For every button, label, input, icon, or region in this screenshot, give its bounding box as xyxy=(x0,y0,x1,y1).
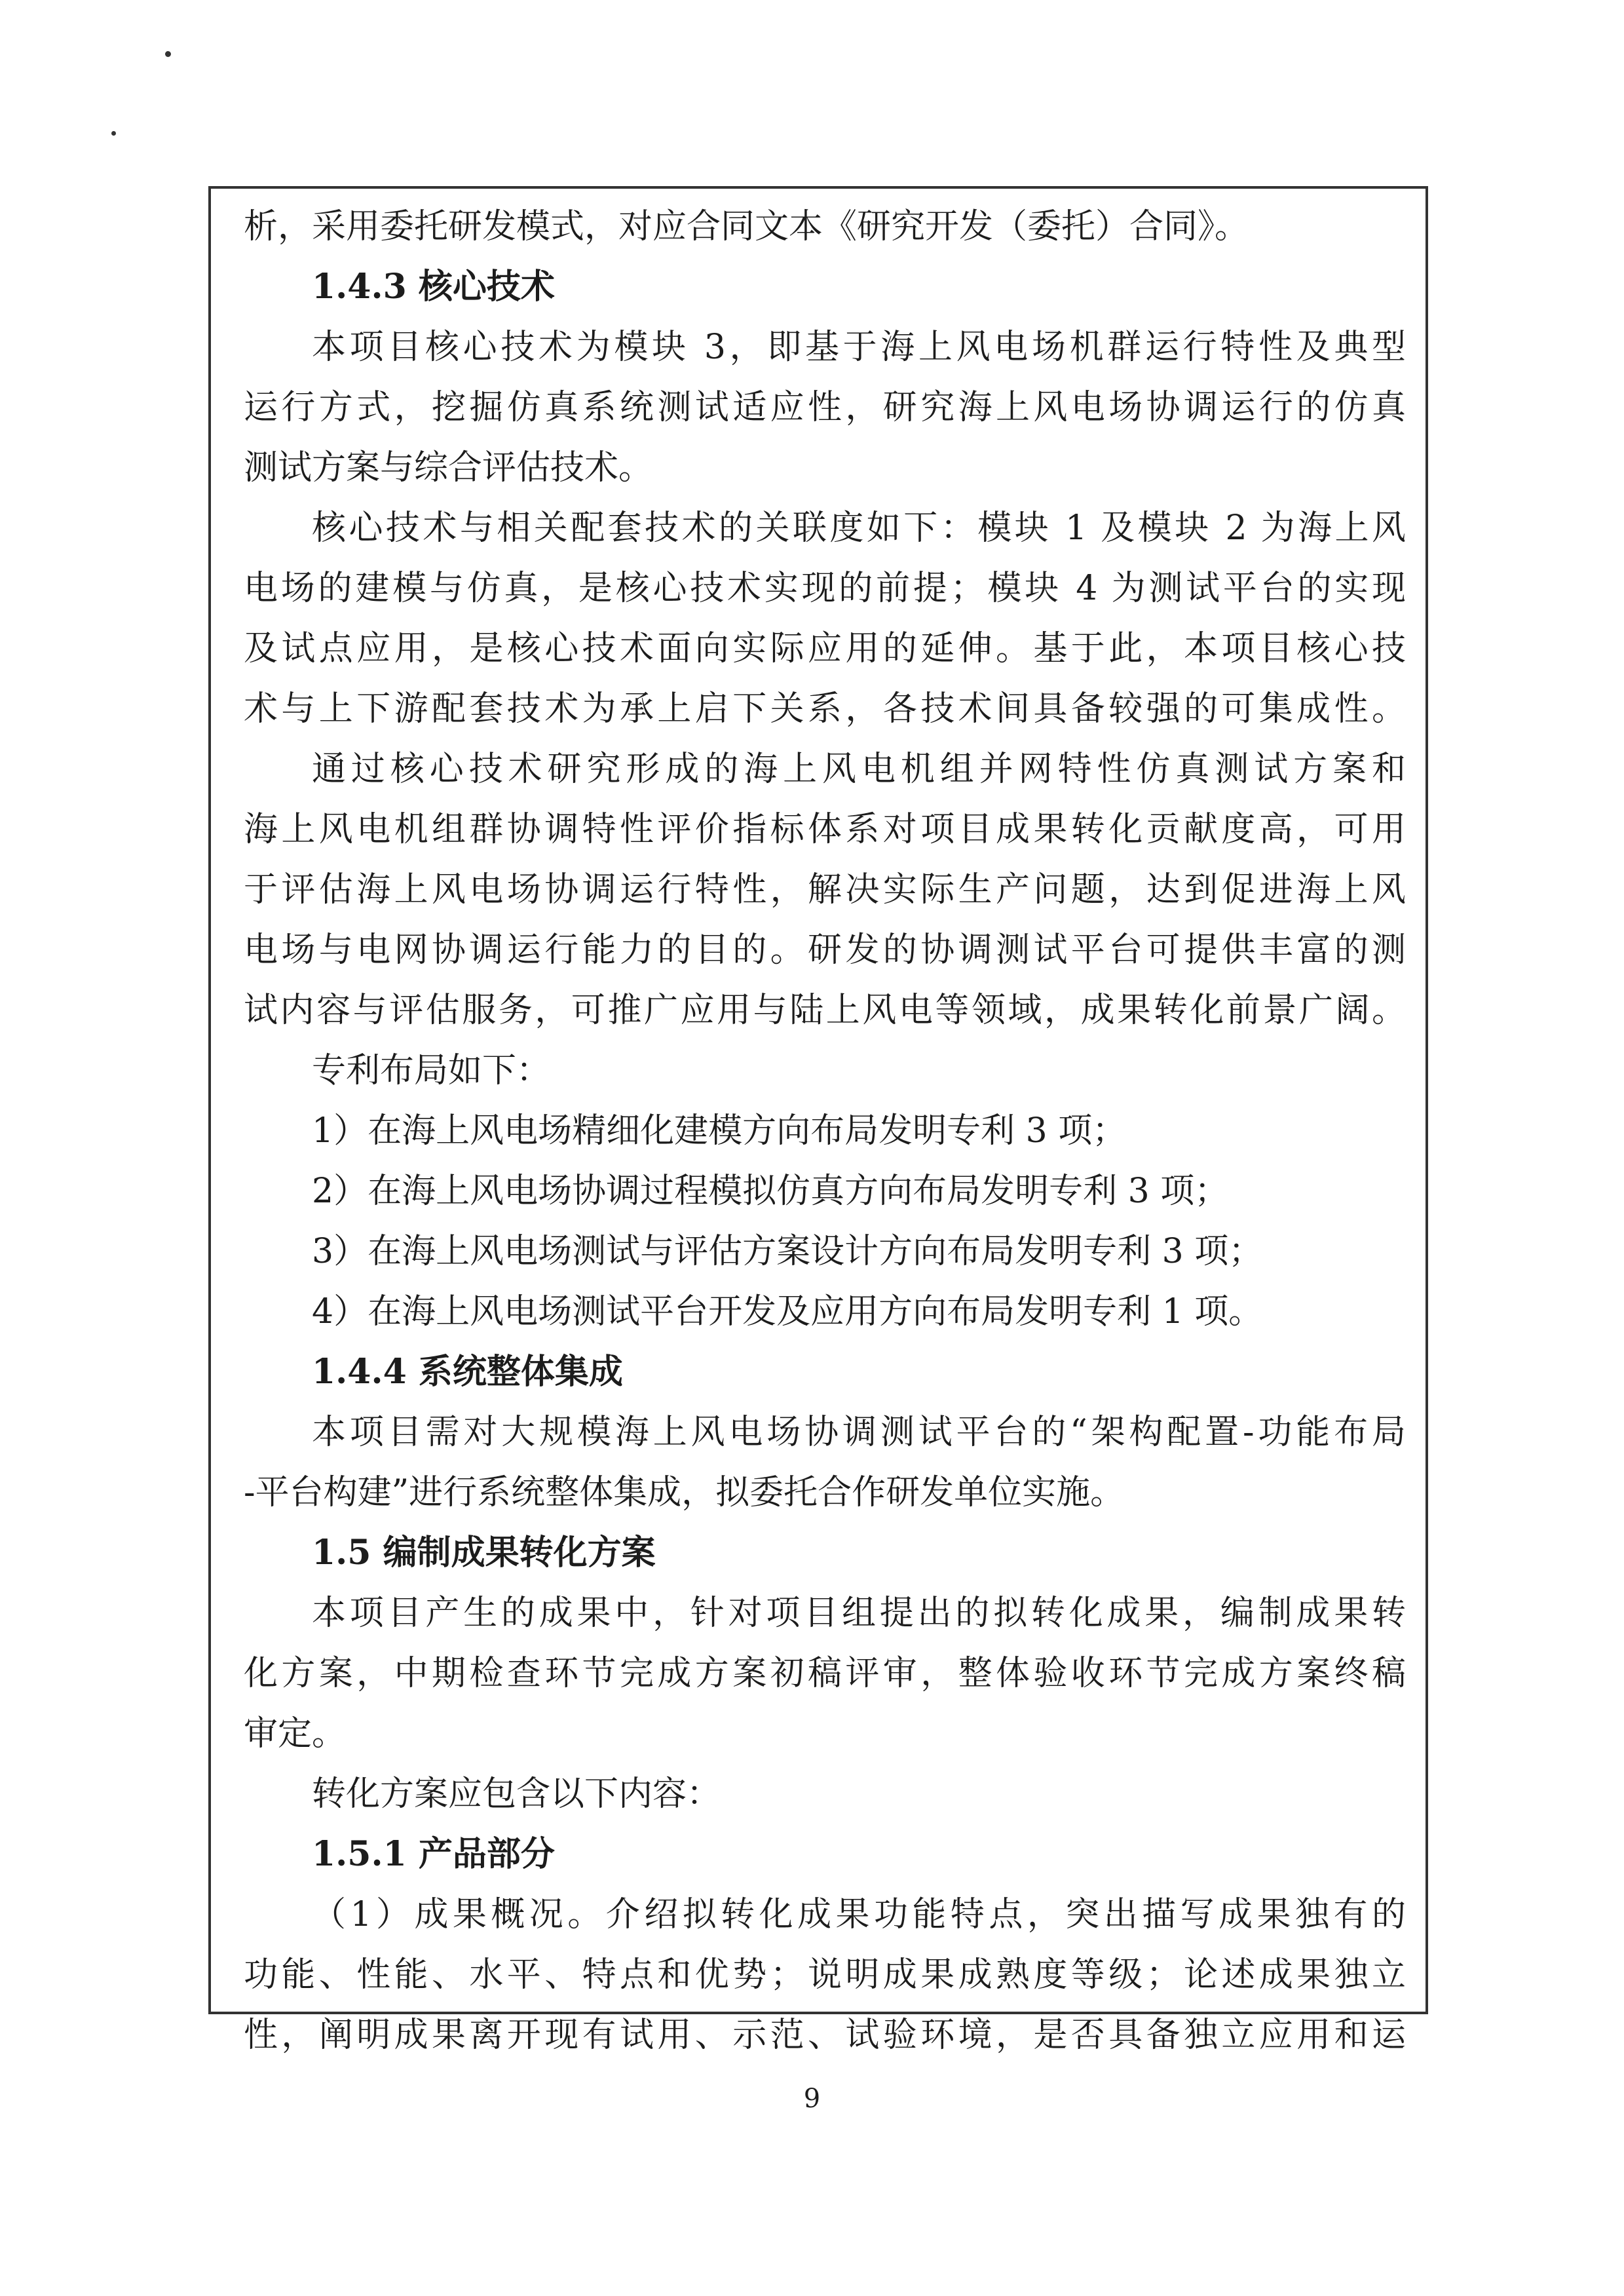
paragraph-line: 本项目需对大规模海上风电场协调测试平台的“架构配置-功能布局 xyxy=(312,1413,1406,1452)
paragraph-line: 测试方案与综合评估技术。 xyxy=(244,448,653,488)
paragraph-line: 电场的建模与仿真，是核心技术实现的前提；模块 4 为测试平台的实现 xyxy=(244,569,1406,608)
page-number: 9 xyxy=(803,2084,821,2114)
paragraph-line: 核心技术与相关配套技术的关联度如下：模块 1 及模块 2 为海上风 xyxy=(312,508,1406,548)
paragraph-line: 运行方式，挖掘仿真系统测试适应性，研究海上风电场协调运行的仿真 xyxy=(244,388,1406,427)
scan-speck xyxy=(165,51,171,57)
paragraph-line: 析，采用委托研发模式，对应合同文本《研究开发（委托）合同》。 xyxy=(244,207,1249,246)
scan-speck xyxy=(111,131,116,136)
paragraph-line: 2）在海上风电场协调过程模拟仿真方向布局发明专利 3 项； xyxy=(312,1172,1229,1211)
paragraph-line: 功能、性能、水平、特点和优势；说明成果成熟度等级；论述成果独立 xyxy=(244,1955,1406,1995)
section-heading: 1.4.3 核心技术 xyxy=(312,267,555,307)
paragraph-line: 电场与电网协调运行能力的目的。研发的协调测试平台可提供丰富的测 xyxy=(244,930,1406,970)
paragraph-line: 专利布局如下： xyxy=(312,1051,551,1090)
section-heading: 1.5 编制成果转化方案 xyxy=(312,1533,656,1573)
paragraph-line: 试内容与评估服务，可推广应用与陆上风电等领域，成果转化前景广阔。 xyxy=(244,991,1406,1030)
document-text-frame xyxy=(208,186,1428,2055)
paragraph-line: 通过核心技术研究形成的海上风电机组并网特性仿真测试方案和 xyxy=(312,750,1406,789)
section-heading: 1.4.4 系统整体集成 xyxy=(312,1352,623,1392)
paragraph-line: 1）在海上风电场精细化建模方向布局发明专利 3 项； xyxy=(312,1111,1127,1151)
paragraph-line: 性，阐明成果离开现有试用、示范、试验环境，是否具备独立应用和运 xyxy=(244,2016,1406,2055)
paragraph-line: 术与上下游配套技术为承上启下关系，各技术间具备较强的可集成性。 xyxy=(244,689,1406,729)
paragraph-line: 海上风电机组群协调特性评价指标体系对项目成果转化贡献度高，可用 xyxy=(244,810,1406,849)
paragraph-line: 及试点应用，是核心技术面向实际应用的延伸。基于此，本项目核心技 xyxy=(244,629,1406,668)
section-heading: 1.5.1 产品部分 xyxy=(312,1834,555,1874)
paragraph-line: 转化方案应包含以下内容： xyxy=(312,1774,721,1814)
paragraph-line: （1）成果概况。介绍拟转化成果功能特点，突出描写成果独有的 xyxy=(312,1895,1406,1934)
paragraph-line: 3）在海上风电场测试与评估方案设计方向布局发明专利 3 项； xyxy=(312,1232,1263,1271)
paragraph-line: 4）在海上风电场测试平台开发及应用方向布局发明专利 1 项。 xyxy=(312,1292,1263,1331)
paragraph-line: 审定。 xyxy=(244,1714,347,1753)
paragraph-line: 本项目产生的成果中，针对项目组提出的拟转化成果，编制成果转 xyxy=(312,1594,1406,1633)
paragraph-line: 本项目核心技术为模块 3，即基于海上风电场机群运行特性及典型 xyxy=(312,328,1406,367)
paragraph-line: -平台构建”进行系统整体集成，拟委托合作研发单位实施。 xyxy=(244,1473,1125,1512)
paragraph-line: 化方案，中期检查环节完成方案初稿评审，整体验收环节完成方案终稿 xyxy=(244,1654,1406,1693)
paragraph-line: 于评估海上风电场协调运行特性，解决实际生产问题，达到促进海上风 xyxy=(244,870,1406,909)
